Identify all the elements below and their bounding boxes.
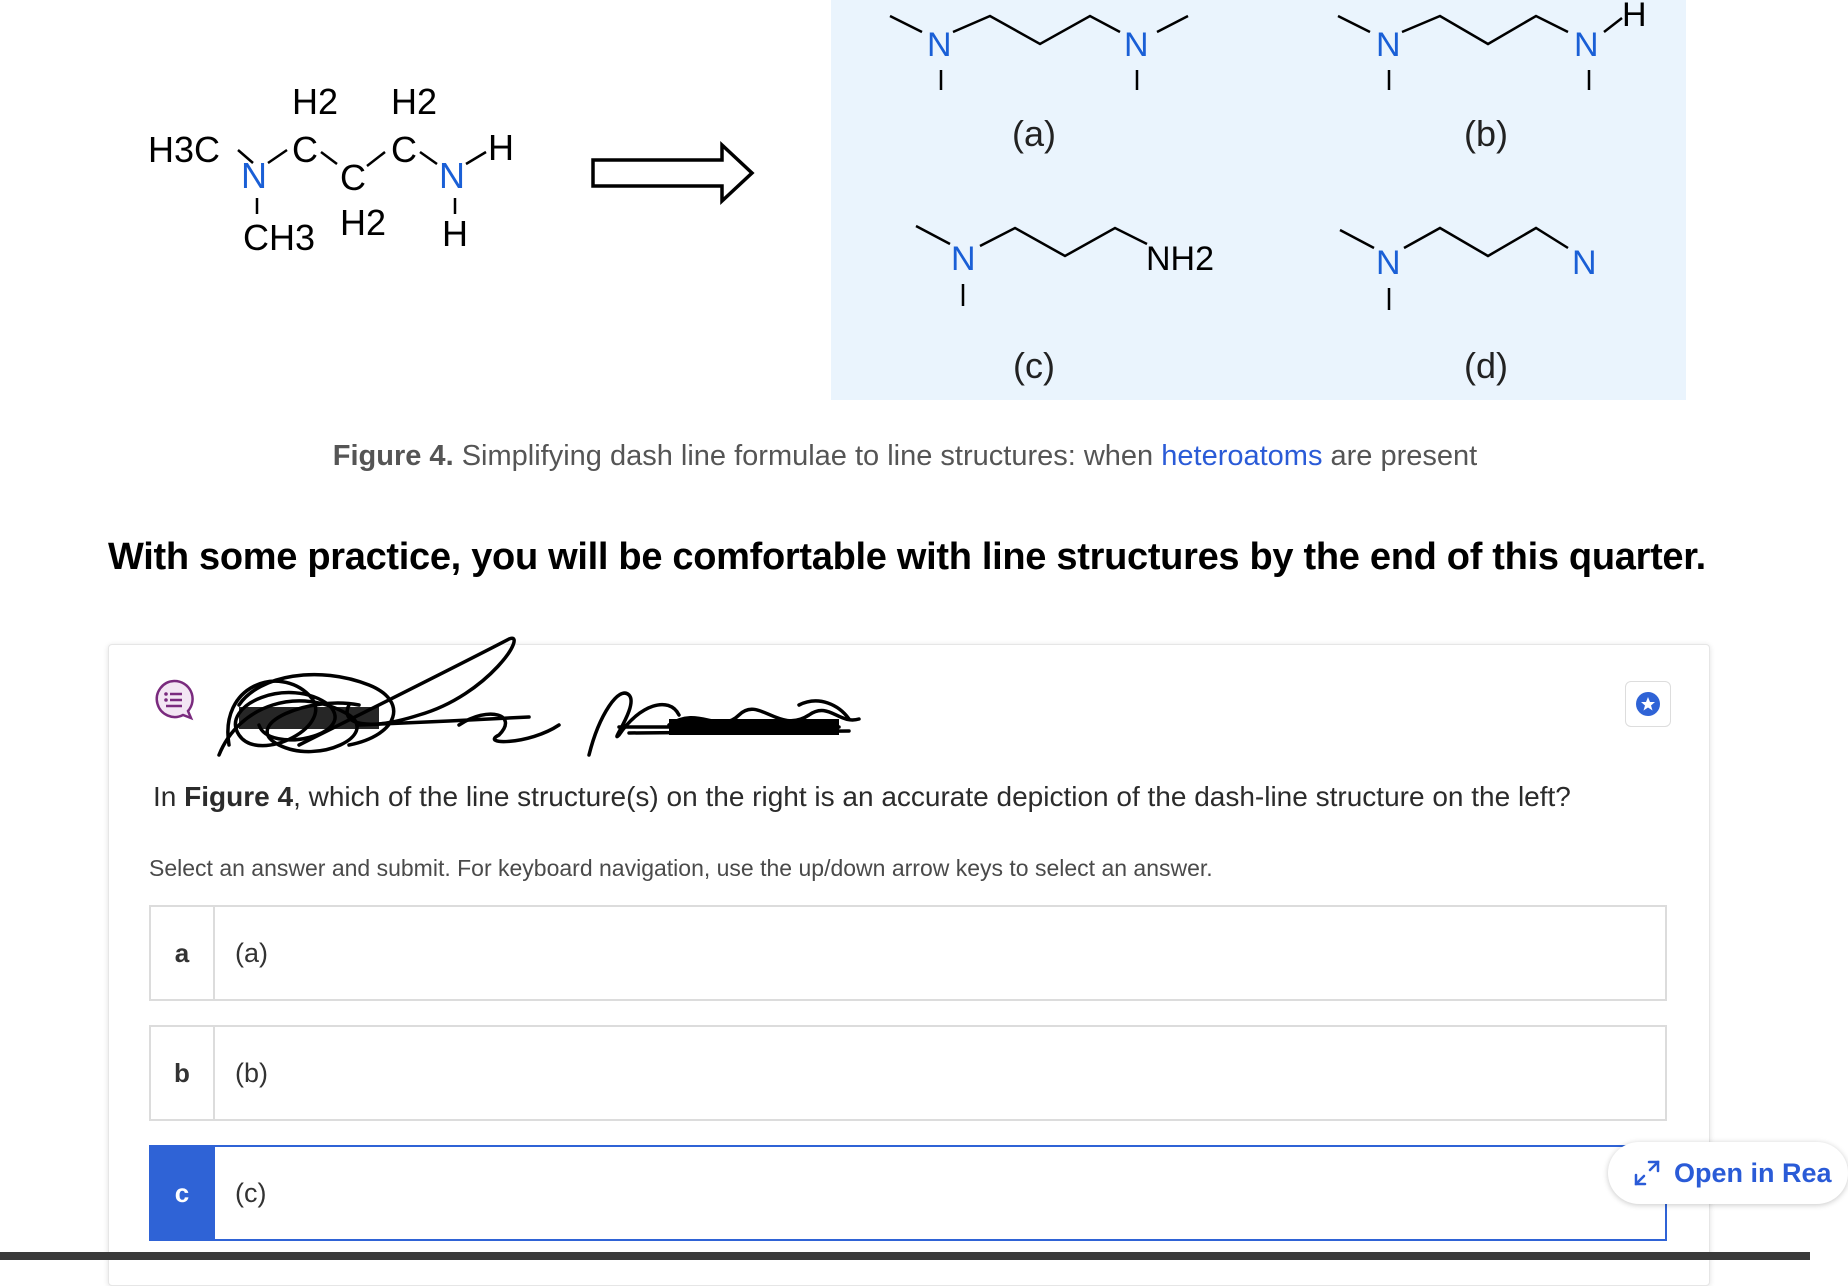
caption-bold: Figure 4. bbox=[332, 440, 454, 472]
answer-instructions: Select an answer and submit. For keyboard navigation, use the up/down arrow keys to select an answer. bbox=[149, 855, 1213, 881]
question-text: In Figure 4, which of the line structure(s) on the right is an accurate depiction of the dash-line structure on the left? bbox=[153, 781, 1571, 812]
label-d: (d) bbox=[1464, 345, 1508, 386]
conversion-arrow bbox=[593, 145, 752, 201]
h2-top-right: H2 bbox=[391, 81, 438, 122]
label-b: (b) bbox=[1464, 113, 1508, 154]
figure-caption bbox=[0, 440, 1810, 473]
caption-text-before: Simplifying dash line formulae to line structures: when bbox=[461, 440, 1154, 472]
line-structures-panel bbox=[831, 0, 1686, 400]
option-letter: b bbox=[151, 1027, 215, 1119]
c-n: N bbox=[951, 240, 976, 278]
option-text: (a) bbox=[235, 937, 268, 968]
option-text: (c) bbox=[235, 1177, 267, 1208]
redaction-scribble bbox=[199, 645, 899, 785]
ch3-label: CH3 bbox=[243, 217, 316, 258]
b-n2: N bbox=[1574, 26, 1599, 64]
h2-bottom: H2 bbox=[340, 202, 387, 243]
d-n2: N bbox=[1572, 244, 1597, 282]
expand-arrows-icon bbox=[1630, 1156, 1664, 1190]
label-c: (c) bbox=[1013, 345, 1055, 386]
h3c-label: H3C bbox=[148, 129, 221, 170]
bottom-edge bbox=[0, 1252, 1810, 1260]
d-n1: N bbox=[1376, 244, 1401, 282]
list-bubble-icon bbox=[153, 678, 195, 720]
n-right-label: N bbox=[439, 155, 465, 196]
h-right: H bbox=[488, 127, 514, 168]
h-bottom: H bbox=[442, 213, 468, 254]
label-a: (a) bbox=[1012, 113, 1056, 154]
c3-label: C bbox=[391, 129, 417, 170]
star-icon bbox=[1635, 691, 1661, 717]
heteroatoms-link[interactable]: heteroatoms bbox=[1161, 440, 1323, 472]
answer-option-b[interactable] bbox=[149, 1025, 1667, 1121]
c1-label: C bbox=[292, 129, 318, 170]
answer-option-c[interactable] bbox=[149, 1145, 1667, 1241]
figure-4 bbox=[0, 0, 1810, 410]
a-n1: N bbox=[927, 26, 952, 64]
open-in-reader-label: Open in Rea bbox=[1674, 1157, 1832, 1188]
answer-option-a[interactable] bbox=[149, 905, 1667, 1001]
a-n2: N bbox=[1124, 26, 1149, 64]
b-h: H bbox=[1622, 0, 1647, 34]
option-letter: c bbox=[151, 1147, 215, 1239]
caption-text-after: are present bbox=[1330, 440, 1478, 472]
dash-line-structure bbox=[148, 81, 514, 258]
c-nh2: NH2 bbox=[1146, 240, 1215, 278]
section-heading: With some practice, you will be comfortable with line structures by the end of this quarter. bbox=[108, 536, 1706, 578]
c2-label: C bbox=[340, 157, 366, 198]
option-letter: a bbox=[151, 907, 215, 999]
bookmark-button[interactable] bbox=[1625, 681, 1671, 727]
h2-top-left: H2 bbox=[292, 81, 339, 122]
n-left-label: N bbox=[241, 155, 267, 196]
b-n1: N bbox=[1376, 26, 1401, 64]
quiz-card bbox=[108, 644, 1710, 1286]
option-text: (b) bbox=[235, 1057, 268, 1088]
open-in-reader-button[interactable] bbox=[1608, 1142, 1848, 1204]
